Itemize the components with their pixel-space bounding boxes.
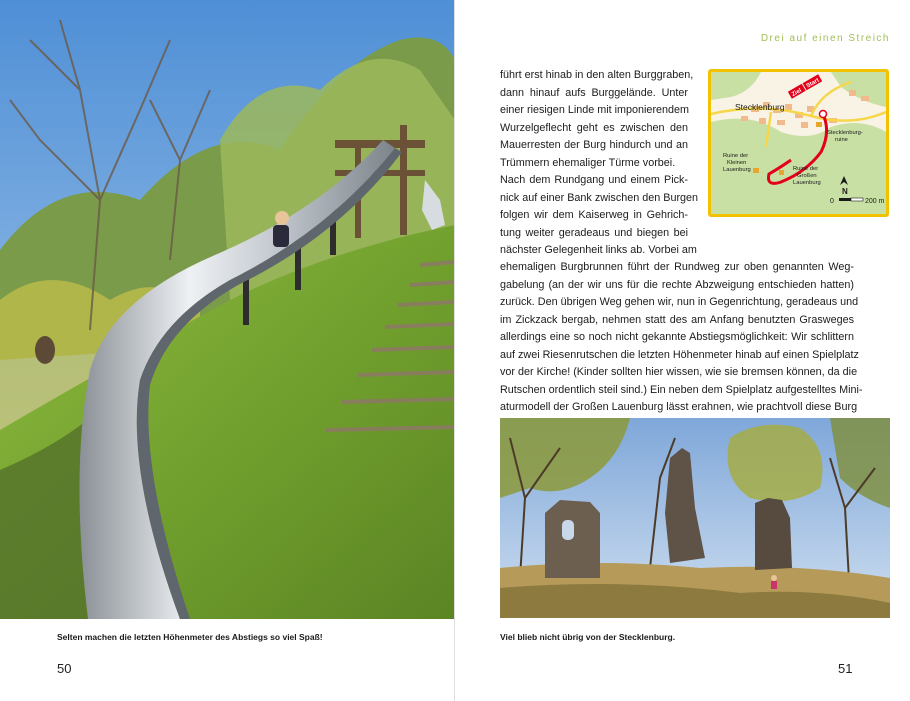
body-line: nick auf einer Bank zwischen den Burgen — [500, 191, 699, 204]
map-north: N — [842, 187, 848, 196]
ruin-photo — [500, 418, 890, 618]
body-line: Trümmern ehemaliger Türme vorbei. — [500, 156, 676, 169]
body-line: Wurzelgeflecht geht es zwischen den — [500, 121, 688, 134]
body-line: auf zwei Riesenrutschen die letzten Höhenmeter hinab auf einen Spielplatz — [500, 348, 859, 361]
map-label-ruin-kleine-lauenburg: Ruine der Kleinen Lauenburg — [723, 153, 751, 173]
body-line: dann hinauf aufs Burggelände. Unter — [500, 86, 688, 99]
body-line: Nach dem Rundgang und einem Pick- — [500, 174, 688, 186]
body-line: Mauerresten der Burg hindurch und an — [500, 139, 688, 151]
map-label-start: Start — [805, 77, 821, 90]
body-line: vor der Kirche! (Kinder sollten hier wissen, wie sie bremsen können, da die — [500, 366, 858, 378]
body-line: nächster Gelegenheit links ab. Vorbei am — [500, 244, 697, 256]
body-line: aturmodell der Großen Lauenburg lässt erahnen, wie prachtvoll diese Burg — [500, 401, 858, 413]
page-number-left: 50 — [57, 661, 72, 676]
body-line: allerdings eine so noch nicht gekannte Abstiegsmöglichkeit: Wir schlittern — [500, 331, 854, 343]
map-label-ruin-grosse-lauenburg: Ruine der Großen Lauenburg — [793, 166, 821, 186]
body-text-narrow — [500, 67, 699, 260]
photo-caption-left: Selten machen die letzten Höhenmeter des Abstiegs so viel Spaß! — [57, 632, 323, 642]
ruin-photo-illustration — [500, 418, 890, 618]
body-line: führt erst hinab in den alten Burggraben, — [500, 69, 694, 81]
route-map — [708, 69, 889, 217]
map-label-town: Stecklenburg — [735, 102, 785, 112]
body-line: folgen wir dem Kaiserweg in Gehrich- — [500, 209, 688, 221]
body-line: Rutschen ordentlich steil sind.) Ein neben dem Spielplatz aufgestelltes Mini- — [500, 383, 863, 396]
slide-photo-illustration — [0, 0, 455, 619]
route-map-drawing — [711, 72, 886, 214]
body-line: tung weiter geradeaus und biegen bei — [500, 226, 688, 239]
photo-caption-right: Viel blieb nicht übrig von der Stecklenburg. — [500, 632, 676, 642]
running-head: Drei auf einen Streich — [760, 33, 890, 44]
body-line: einer riesigen Linde mit imponierendem — [500, 104, 690, 116]
body-line: zurück. Den übrigen Weg gehen wir, nun in Gegenrichtung, geradeaus und — [500, 296, 859, 308]
body-text-wide — [500, 259, 863, 434]
body-line: ehemaligen Burgbrunnen führt der Rundweg zur oben genannten Weg- — [500, 261, 854, 273]
map-scale-zero: 0 — [830, 198, 834, 205]
map-scale-distance: 200 m — [865, 198, 885, 205]
map-label-ziel: Ziel — [790, 87, 803, 99]
body-line: gabelung (an der wir uns für die rechte Abzweigung entschieden hatten) — [500, 278, 854, 291]
slide-photo — [0, 0, 455, 619]
map-label-ruin-stecklenburg: Stecklenburg- ruine — [827, 130, 863, 143]
body-line: im Zickzack bergab, nehmen statt des am Anfang benutzten Grasweges — [500, 313, 854, 326]
page-number-right: 51 — [838, 661, 853, 676]
